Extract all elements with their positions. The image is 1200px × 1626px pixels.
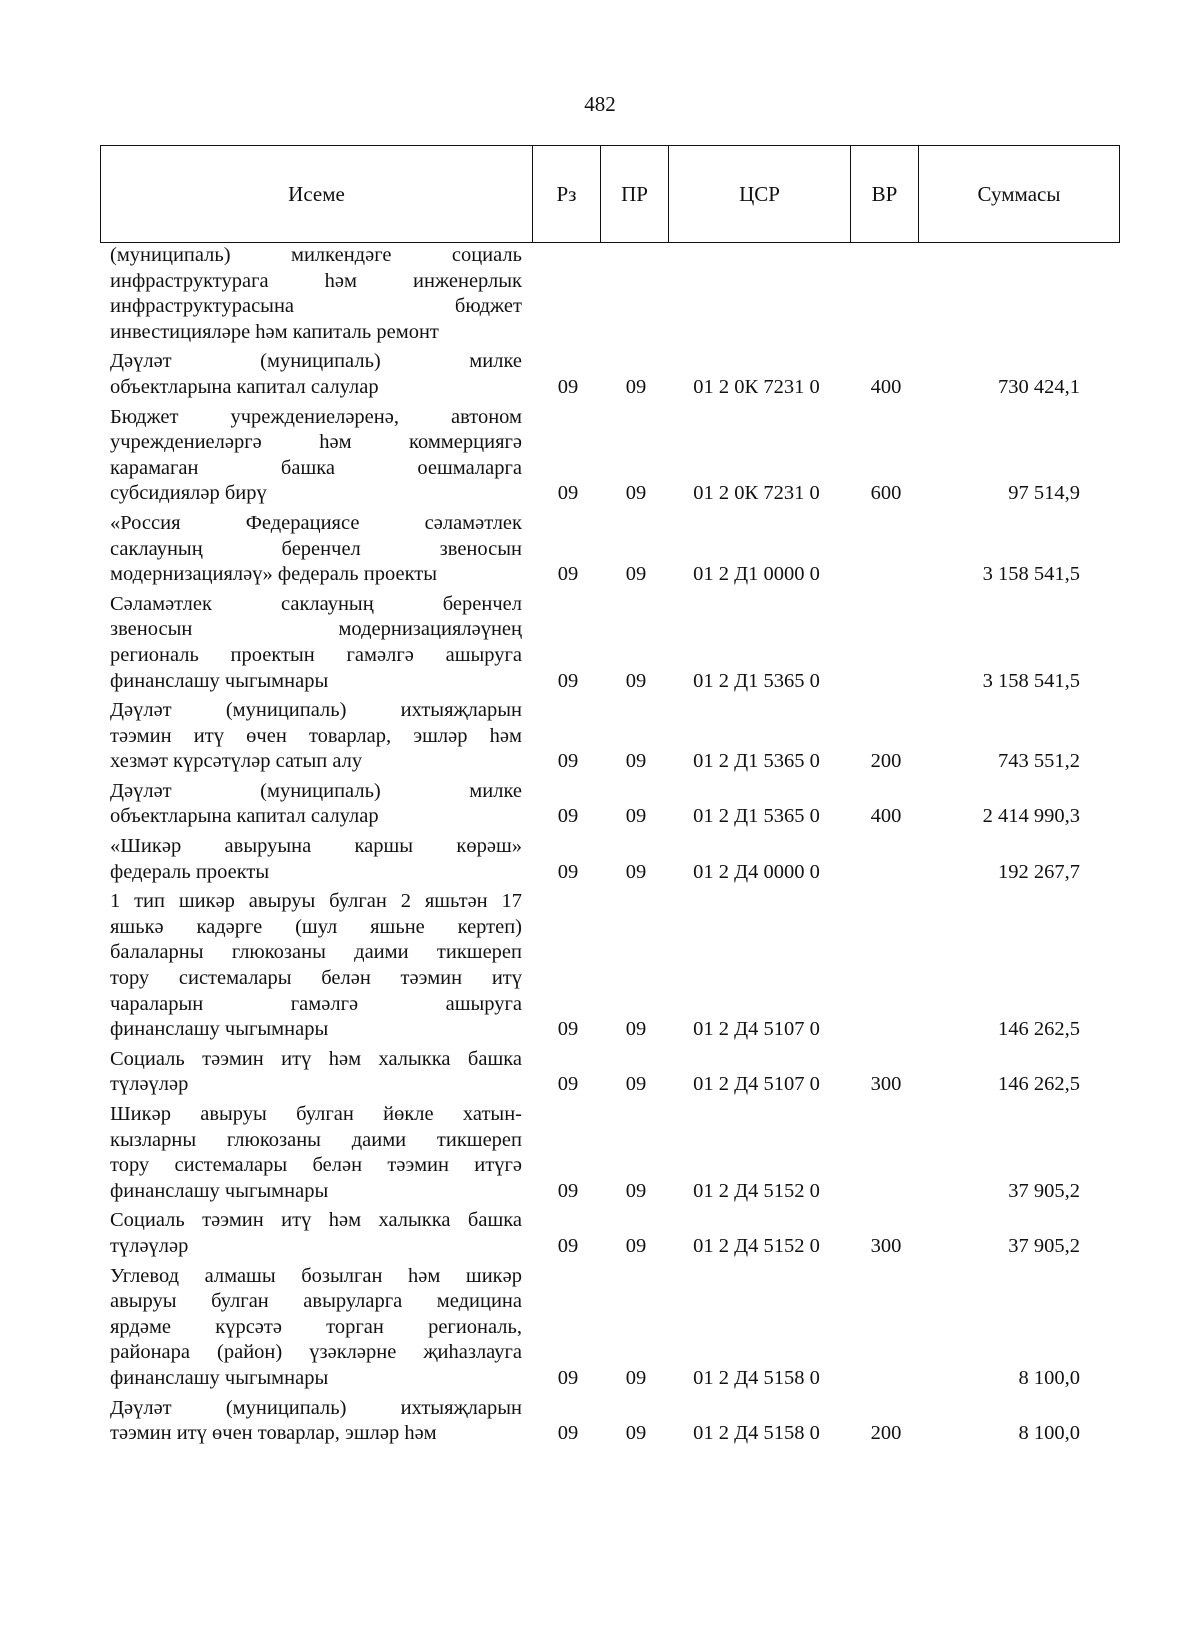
row-name-line: «Шикәр авыруына каршы көрәш»	[110, 835, 522, 858]
row-name	[110, 1047, 522, 1098]
row-rz: 09	[557, 805, 579, 828]
row-name-line: 1 тип шикәр авыруы булган 2 яшьтән 17	[110, 890, 522, 913]
row-rz: 09	[557, 1422, 579, 1445]
table-row	[0, 889, 1200, 1043]
row-name-line: тору системалары белән тәэмин итү	[110, 967, 522, 990]
row-vr: 400	[870, 375, 902, 398]
row-csr: 01 2 Д4 5152 0	[693, 1179, 820, 1202]
table-row	[0, 1264, 1200, 1392]
row-sum: 3 158 541,5	[982, 669, 1080, 692]
table-row	[0, 511, 1200, 588]
row-csr: 01 2 0К 7231 0	[693, 375, 820, 398]
row-vr: 600	[870, 482, 902, 505]
row-name-line: балаларны глюкозаны даими тикшереп	[110, 941, 522, 964]
row-vr: 300	[870, 1073, 902, 1096]
row-name	[110, 1102, 522, 1204]
row-csr: 01 2 Д4 5152 0	[693, 1234, 820, 1257]
row-name	[110, 834, 522, 885]
table-row	[0, 349, 1200, 400]
row-name-line: финанслашу чыгымнары	[110, 669, 329, 692]
row-name-line: түләүләр	[110, 1073, 189, 1096]
row-name-line: Дәүләт (муниципаль) милке	[110, 779, 522, 802]
table-row	[0, 405, 1200, 507]
row-rz: 09	[557, 1179, 579, 1202]
row-sum: 97 514,9	[1008, 482, 1080, 505]
row-sum: 37 905,2	[1008, 1234, 1080, 1257]
row-pr: 09	[625, 482, 647, 505]
row-name-line: региональ проектын гамәлгә ашыруга	[110, 643, 522, 666]
row-name-line: финанслашу чыгымнары	[110, 1179, 329, 1202]
row-name	[110, 779, 522, 830]
row-pr: 09	[625, 1018, 647, 1041]
row-name-line: Сәламәтлек саклауның беренчел	[110, 592, 522, 615]
row-name-line: хезмәт күрсәтүләр сатып алу	[110, 750, 363, 773]
row-rz: 09	[557, 482, 579, 505]
row-name-line: тору системалары белән тәэмин итүгә	[110, 1154, 522, 1177]
row-rz: 09	[557, 375, 579, 398]
row-csr: 01 2 Д1 0000 0	[693, 563, 820, 586]
row-csr: 01 2 Д1 5365 0	[693, 805, 820, 828]
row-vr: 200	[870, 1422, 902, 1445]
row-name-line: финанслашу чыгымнары	[110, 1366, 329, 1389]
table-header	[100, 145, 1120, 243]
row-name-line: финанслашу чыгымнары	[110, 1018, 329, 1041]
row-name-line: объектларына капитал салулар	[110, 805, 379, 828]
row-rz: 09	[557, 669, 579, 692]
row-pr: 09	[625, 750, 647, 773]
column-header-sum: Суммасы	[977, 181, 1061, 206]
row-vr: 200	[870, 750, 902, 773]
table-row	[0, 243, 1200, 345]
row-sum: 2 414 990,3	[982, 805, 1080, 828]
row-name-line: кызларны глюкозаны даими тикшереп	[110, 1128, 522, 1151]
table-row	[0, 1396, 1200, 1447]
row-pr: 09	[625, 805, 647, 828]
row-sum: 192 267,7	[998, 860, 1080, 883]
row-csr: 01 2 Д4 5107 0	[693, 1018, 820, 1041]
row-name	[110, 405, 522, 507]
table-row	[0, 1047, 1200, 1098]
row-rz: 09	[557, 1366, 579, 1389]
row-sum: 8 100,0	[1018, 1422, 1080, 1445]
row-pr: 09	[625, 1234, 647, 1257]
row-name	[110, 243, 522, 345]
row-csr: 01 2 0К 7231 0	[693, 482, 820, 505]
row-name-line: федераль проекты	[110, 860, 270, 883]
row-name-line: яшькә кадәрге (шул яшьне кертеп)	[110, 915, 522, 938]
row-rz: 09	[557, 1234, 579, 1257]
row-pr: 09	[625, 860, 647, 883]
row-pr: 09	[625, 1073, 647, 1096]
row-name-line: Дәүләт (муниципаль) ихтыяҗларын	[110, 699, 522, 722]
row-sum: 730 424,1	[998, 375, 1080, 398]
page-number: 482	[584, 92, 616, 116]
row-pr: 09	[625, 1366, 647, 1389]
row-name-line: инвестицияләре һәм капиталь ремонт	[110, 320, 439, 343]
row-name-line: учреждениеләргә һәм коммерциягә	[110, 431, 522, 454]
row-sum: 146 262,5	[998, 1018, 1080, 1041]
row-vr: 300	[870, 1234, 902, 1257]
row-sum: 37 905,2	[1008, 1179, 1080, 1202]
row-name-line: тәэмин итү өчен товарлар, эшләр һәм	[110, 724, 522, 747]
row-name-line: карамаган башка оешмаларга	[110, 456, 522, 479]
table-body	[0, 243, 1200, 1451]
row-sum: 146 262,5	[998, 1073, 1080, 1096]
row-pr: 09	[625, 1179, 647, 1202]
row-name-line: Шикәр авыруы булган йөкле хатын-	[110, 1103, 522, 1125]
row-rz: 09	[557, 563, 579, 586]
row-csr: 01 2 Д4 5107 0	[693, 1073, 820, 1096]
row-name	[110, 349, 522, 400]
row-sum: 8 100,0	[1018, 1366, 1080, 1389]
row-rz: 09	[557, 1018, 579, 1041]
table-row	[0, 834, 1200, 885]
row-name-line: саклауның беренчел звеносын	[110, 537, 522, 560]
row-name-line: Углевод алмашы бозылган һәм шикәр	[110, 1264, 522, 1287]
row-csr: 01 2 Д1 5365 0	[693, 750, 820, 773]
column-header-vr: ВР	[851, 146, 919, 242]
row-name	[110, 1208, 522, 1259]
table-row	[0, 779, 1200, 830]
column-header-pr: ПР	[601, 146, 669, 242]
row-name-line: тәэмин итү өчен товарлар, эшләр һәм	[110, 1422, 437, 1445]
column-header-name: Исеме	[101, 146, 533, 242]
row-sum: 3 158 541,5	[982, 563, 1080, 586]
row-pr: 09	[625, 563, 647, 586]
row-rz: 09	[557, 750, 579, 773]
row-name	[110, 592, 522, 694]
row-name	[110, 1264, 522, 1392]
row-name-line: авыруы булган авыруларга медицина	[110, 1290, 522, 1313]
row-pr: 09	[625, 1422, 647, 1445]
row-pr: 09	[625, 375, 647, 398]
row-name-line: Социаль тәэмин итү һәм халыкка башка	[110, 1209, 522, 1232]
row-name-line: инфраструктурасына бюджет	[110, 295, 522, 318]
row-name-line: объектларына капитал салулар	[110, 375, 379, 398]
row-name-line: Бюджет учреждениеләренә, автоном	[110, 405, 522, 428]
row-csr: 01 2 Д4 5158 0	[693, 1422, 820, 1445]
table-row	[0, 1102, 1200, 1204]
row-name-line: түләүләр	[110, 1234, 189, 1257]
row-name-line: модернизацияләү» федераль проекты	[110, 563, 437, 586]
row-name-line: Дәүләт (муниципаль) ихтыяҗларын	[110, 1396, 522, 1419]
column-header-rz: Рз	[533, 146, 601, 242]
row-vr: 400	[870, 805, 902, 828]
row-rz: 09	[557, 860, 579, 883]
row-name-line: звеносын модернизацияләүнең	[110, 618, 522, 641]
column-header-csr: ЦСР	[669, 146, 851, 242]
row-name-line: районара (район) үзәкләрне җиһазлауга	[110, 1341, 522, 1364]
row-csr: 01 2 Д1 5365 0	[693, 669, 820, 692]
row-name-line: (муниципаль) милкендәге социаль	[110, 244, 522, 266]
row-name-line: Социаль тәэмин итү һәм халыкка башка	[110, 1047, 522, 1070]
row-csr: 01 2 Д4 5158 0	[693, 1366, 820, 1389]
table-row	[0, 698, 1200, 775]
row-name	[110, 698, 522, 775]
row-csr: 01 2 Д4 0000 0	[693, 860, 820, 883]
row-pr: 09	[625, 669, 647, 692]
table-row	[0, 1208, 1200, 1259]
row-name	[110, 889, 522, 1043]
row-sum: 743 551,2	[998, 750, 1080, 773]
row-name-line: Дәүләт (муниципаль) милке	[110, 350, 522, 373]
row-name-line: «Россия Федерациясе сәламәтлек	[110, 511, 522, 534]
row-name-line: инфраструктурага һәм инженерлык	[110, 269, 522, 292]
row-rz: 09	[557, 1073, 579, 1096]
row-name-line: чараларын гамәлгә ашыруга	[110, 992, 522, 1015]
row-name-line: субсидияләр бирү	[110, 482, 267, 505]
row-name-line: ярдәме күрсәтә торган региональ,	[110, 1315, 522, 1338]
table-row	[0, 592, 1200, 694]
row-name	[110, 511, 522, 588]
row-name	[110, 1396, 522, 1447]
